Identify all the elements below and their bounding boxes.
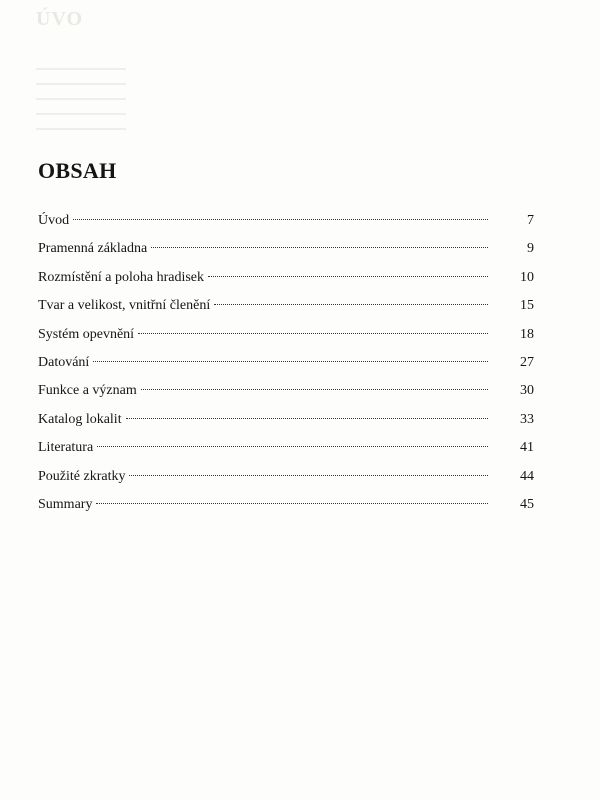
toc-entry-label: Summary [38, 496, 93, 512]
bleed-through-heading: ÚVO [36, 8, 84, 30]
toc-entry[interactable] [38, 212, 534, 240]
dot-leader [214, 304, 488, 305]
toc-entry-page: 44 [520, 468, 534, 484]
toc-entry-page: 7 [527, 213, 534, 228]
toc-entry-page: 30 [520, 383, 534, 399]
toc-entry-page: 41 [520, 440, 534, 456]
dot-leader [129, 475, 488, 476]
dot-leader [126, 418, 488, 419]
toc-entry-page: 27 [520, 354, 534, 370]
toc-entry-page: 45 [520, 496, 534, 512]
dot-leader [93, 361, 488, 362]
dot-leader [73, 219, 488, 220]
toc-entry-label: Katalog lokalit [38, 411, 122, 427]
toc-entry-page: 10 [520, 269, 534, 285]
dot-leader [151, 247, 488, 248]
dot-leader [138, 333, 488, 334]
toc-entry-label: Datování [38, 354, 90, 370]
toc-entry[interactable] [38, 468, 534, 496]
toc-entry-page: 15 [520, 298, 534, 314]
toc-entry-label: Pramenná základna [38, 241, 148, 257]
dot-leader [141, 389, 488, 390]
toc-entry[interactable] [38, 496, 534, 524]
page-title: OBSAH [38, 158, 117, 183]
toc-entry-label: Tvar a velikost, vnitřní členění [38, 298, 211, 314]
toc-entry[interactable] [38, 269, 534, 297]
toc-entry-label: Úvod [38, 213, 70, 228]
dot-leader [96, 503, 488, 504]
toc-entry[interactable] [38, 354, 534, 382]
table-of-contents [38, 212, 534, 524]
toc-entry-label: Rozmístění a poloha hradisek [38, 269, 205, 285]
toc-entry[interactable] [38, 439, 534, 467]
toc-entry-label: Funkce a význam [38, 383, 137, 399]
toc-entry[interactable] [38, 240, 534, 268]
toc-entry[interactable] [38, 411, 534, 439]
toc-entry-page: 33 [520, 411, 534, 427]
bleed-through-lines [36, 68, 126, 143]
toc-entry-label: Použité zkratky [38, 468, 126, 484]
toc-entry[interactable] [38, 326, 534, 354]
toc-entry[interactable] [38, 297, 534, 325]
toc-entry-label: Literatura [38, 440, 94, 456]
dot-leader [97, 446, 488, 447]
toc-entry-page: 9 [527, 241, 534, 257]
toc-entry-label: Systém opevnění [38, 326, 135, 342]
toc-entry-page: 18 [520, 326, 534, 342]
toc-entry[interactable] [38, 382, 534, 410]
dot-leader [208, 276, 488, 277]
